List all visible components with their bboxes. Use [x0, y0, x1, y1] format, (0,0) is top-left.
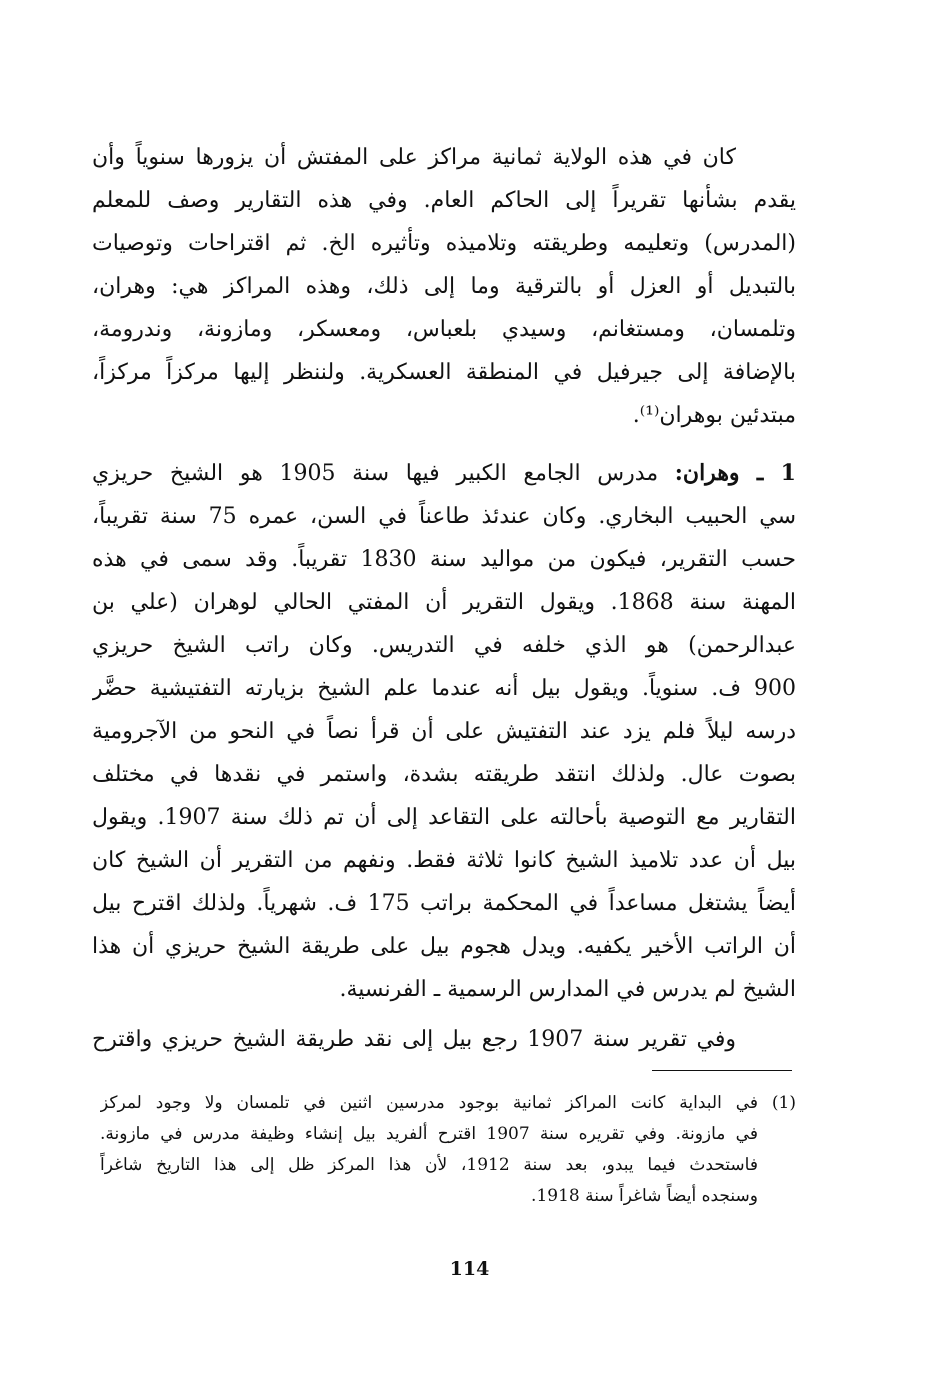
paragraph-intro [92, 136, 796, 437]
text-line-rest: مدرس الجامع الكبير فيها سنة 1905 هو الشيخ حريزي [92, 461, 659, 486]
text-line: سي الحبيب البخاري. وكان عندئذ طاعناً في السن، عمره 75 سنة تقريباً، [92, 504, 796, 529]
page-number: 114 [449, 1258, 490, 1280]
text-line: بصوت عال. ولذلك انتقد طريقته بشدة، واستمر في نقدها في مختلف [92, 762, 796, 787]
footnote-line: في مازونة. وفي تقريره سنة 1907 اقترح ألفريد بيل إنشاء وظيفة مدرس في مازونة. [100, 1124, 758, 1144]
footnote-line: فاستحدث فيما يبدو، بعد سنة 1912، لأن هذا المركز ظل إلى هذا التاريخ شاغراً [100, 1155, 758, 1175]
section-heading: 1 ـ وهران: [674, 460, 796, 486]
footnote-line: وسنجده أيضاً شاغراً سنة 1918. [531, 1186, 758, 1206]
text-line: أيضاً يشتغل مساعداً في المحكمة براتب 175 ف. شهرياً. ولذلك اقترح بيل [92, 891, 796, 916]
text-line: (المدرس) وتعليمه وطريقته وتلاميذه وتأثيره الخ. ثم اقتراحات وتوصيات [92, 231, 796, 256]
text-line: بالتبديل أو العزل أو بالترقية وما إلى ذلك، وهذه المراكز هي: وهران، [92, 274, 796, 299]
text-line: بالإضافة إلى جيرفيل في المنطقة العسكرية. ولننظر إليها مركزاً مركزاً، [92, 360, 796, 385]
footnote-marker: (1) [771, 1093, 796, 1113]
paragraph-1907-report [92, 1018, 796, 1061]
text-line: بيل أن عدد تلاميذ الشيخ كانوا ثلاثة فقط. ونفهم من التقرير أن الشيخ كان [92, 848, 796, 873]
text-line [92, 452, 796, 495]
text-line: الشيخ لم يدرس في المدارس الرسمية ـ الفرنسية. [339, 977, 796, 1002]
text-line: 900 ف. سنوياً. ويقول بيل أنه عندما علم الشيخ بزيارته التفتيشية حضَّر [92, 676, 796, 701]
footnote-text: في البداية كانت المراكز ثمانية بوجود مدرسين اثنين في تلمسان ولا وجود لمركز [100, 1093, 758, 1113]
text-line: حسب التقرير، فيكون من مواليد سنة 1830 تقريباً. وقد سمى في هذه [92, 547, 796, 572]
text-line: وتلمسان، ومستغانم، وسيدي بلعباس، ومعسكر، ومازونة، وندرومة، [92, 317, 796, 342]
footnote [100, 1088, 796, 1212]
text-line: أن الراتب الأخير يكفيه. ويدل هجوم بيل على طريقة الشيخ حريزي أن هذا [92, 934, 796, 959]
text-line: يقدم بشأنها تقريراً إلى الحاكم العام. وفي هذه التقارير وصف للمعلم [92, 188, 796, 213]
text-line: التقارير مع التوصية بأحالته على التقاعد إلى أن تم ذلك سنة 1907. ويقول [92, 805, 796, 830]
text-line: المهنة سنة 1868. ويقول التقرير أن المفتي الحالي لوهران (علي بن [92, 590, 796, 615]
footnote-line [100, 1088, 796, 1119]
text-line: مبتدئين بوهران⁽¹⁾. [632, 403, 796, 428]
footnote-separator [652, 1070, 792, 1071]
text-line: درسه ليلاً فلم يزد عند التفتيش على أن قرأ نصاً في النحو من الآجرومية [92, 719, 796, 744]
text-line: كان في هذه الولاية ثمانية مراكز على المفتش أن يزورها سنوياً وأن [92, 145, 736, 170]
text-line: وفي تقرير سنة 1907 رجع بيل إلى نقد طريقة الشيخ حريزي واقترح [92, 1027, 736, 1052]
paragraph-oran [92, 452, 796, 1011]
text-line: عبدالرحمن) هو الذي خلفه في التدريس. وكان راتب الشيخ حريزي [92, 633, 796, 658]
